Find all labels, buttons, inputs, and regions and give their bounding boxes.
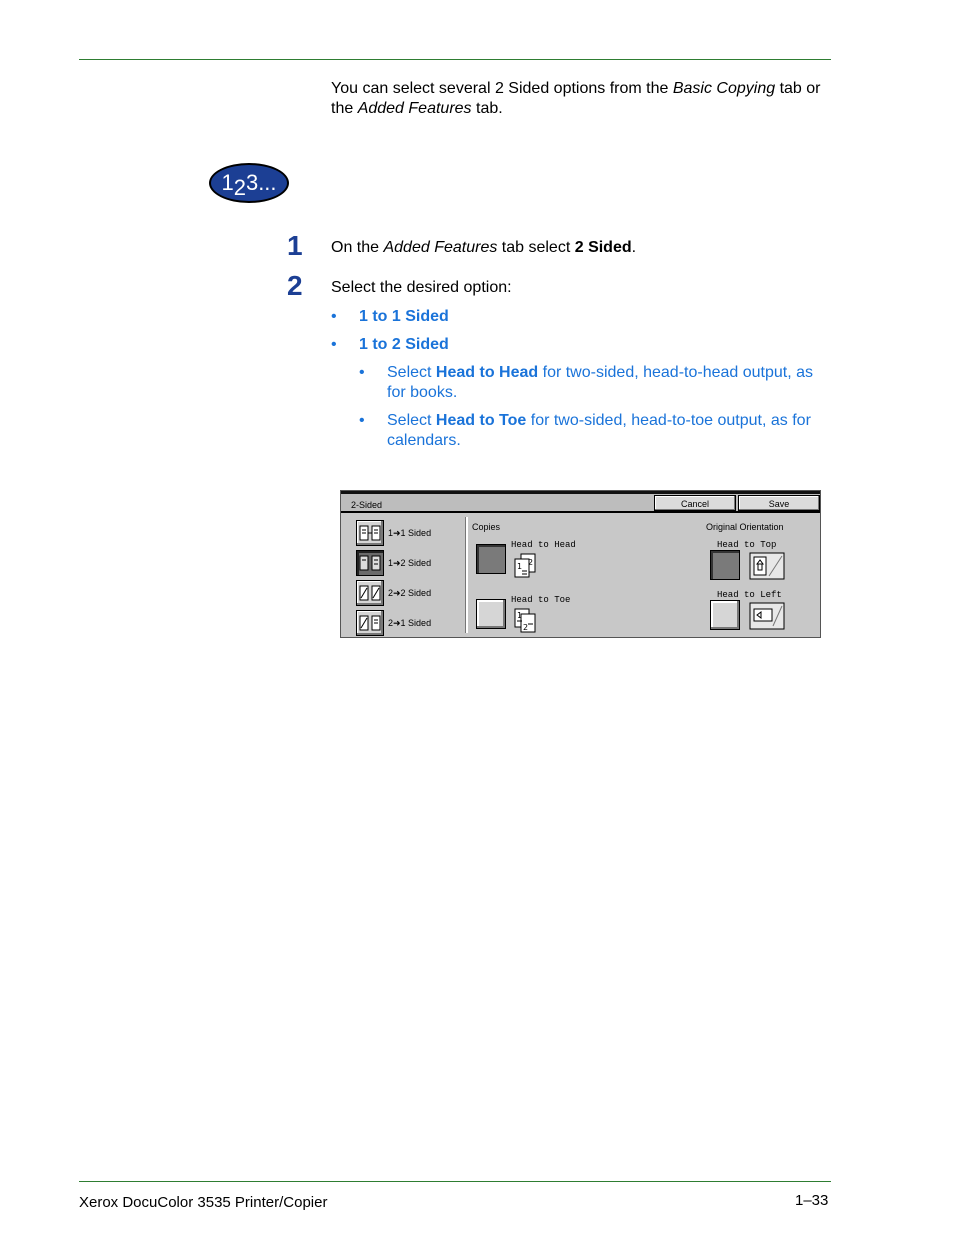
- two-to-two-icon: [359, 584, 381, 602]
- head-to-toe-button[interactable]: [476, 599, 506, 629]
- option-1-to-1-sided: • 1 to 1 Sided: [331, 308, 449, 325]
- step-number-2: 2: [287, 270, 303, 301]
- screen-title: 2-Sided: [351, 500, 383, 510]
- svg-text:1: 1: [517, 611, 523, 620]
- copies-label: Copies: [472, 522, 501, 532]
- panel-separator: [465, 517, 468, 633]
- svg-text:2: 2: [523, 623, 529, 632]
- two-to-one-icon: [359, 614, 381, 632]
- intro-paragraph: You can select several 2 Sided options from the Basic Copying tab or the Added Features tab.: [331, 80, 821, 117]
- one-to-one-icon: [359, 524, 381, 542]
- svg-text:2: 2: [528, 558, 534, 567]
- option-1-to-2-sided: • 1 to 2 Sided: [331, 336, 449, 353]
- mode-2-1-sided-button[interactable]: [356, 610, 384, 636]
- head-to-head-pages-icon: [513, 553, 539, 579]
- head-to-top-orientation-icon: [749, 552, 785, 580]
- step-text-2: Select the desired option:: [331, 279, 512, 296]
- original-orientation-label: Original Orientation: [706, 522, 784, 532]
- suboption-head-to-head: • Select Head to Head for two-sided, head-to-head output, as for books.: [359, 364, 814, 401]
- mode-2-2-sided-button[interactable]: [356, 580, 384, 606]
- head-to-top-button[interactable]: [710, 550, 740, 580]
- cancel-button[interactable]: Cancel: [654, 495, 736, 511]
- save-button[interactable]: Save: [738, 495, 820, 511]
- svg-text:1: 1: [517, 562, 523, 571]
- mode-2-1-sided-label: 2➜1 Sided: [388, 618, 432, 628]
- mode-1-2-sided-button[interactable]: [356, 550, 384, 576]
- head-to-left-orientation-icon: [749, 602, 785, 630]
- two-sided-screen: [340, 490, 821, 638]
- mode-2-2-sided-label: 2➜2 Sided: [388, 588, 432, 598]
- head-to-head-button[interactable]: [476, 544, 506, 574]
- screen-titlebar: [341, 491, 820, 513]
- step-text-1: On the Added Features tab select 2 Sided.: [331, 239, 637, 256]
- footer-page-number: 1–33: [795, 1192, 829, 1209]
- suboption-head-to-toe: • Select Head to Toe for two-sided, head-to-toe output, as for calendars.: [359, 412, 811, 449]
- head-to-toe-pages-icon: [513, 608, 539, 634]
- mode-1-1-sided-button[interactable]: [356, 520, 384, 546]
- head-to-head-label: Head to Head: [511, 540, 576, 550]
- mode-1-1-sided-label: 1➜1 Sided: [388, 528, 432, 538]
- procedure-badge-icon: 1 2 3...: [209, 163, 289, 203]
- head-to-toe-label: Head to Toe: [511, 595, 571, 605]
- mode-1-2-sided-label: 1➜2 Sided: [388, 558, 432, 568]
- head-to-left-button[interactable]: [710, 600, 740, 630]
- footer-product-name: Xerox DocuColor 3535 Printer/Copier: [79, 1194, 328, 1211]
- one-to-two-icon: [359, 554, 381, 572]
- step-number-1: 1: [287, 230, 303, 261]
- head-to-left-label: Head to Left: [717, 590, 782, 600]
- head-to-top-label: Head to Top: [717, 540, 777, 550]
- header-rule: [79, 59, 831, 60]
- footer-rule: [79, 1181, 831, 1182]
